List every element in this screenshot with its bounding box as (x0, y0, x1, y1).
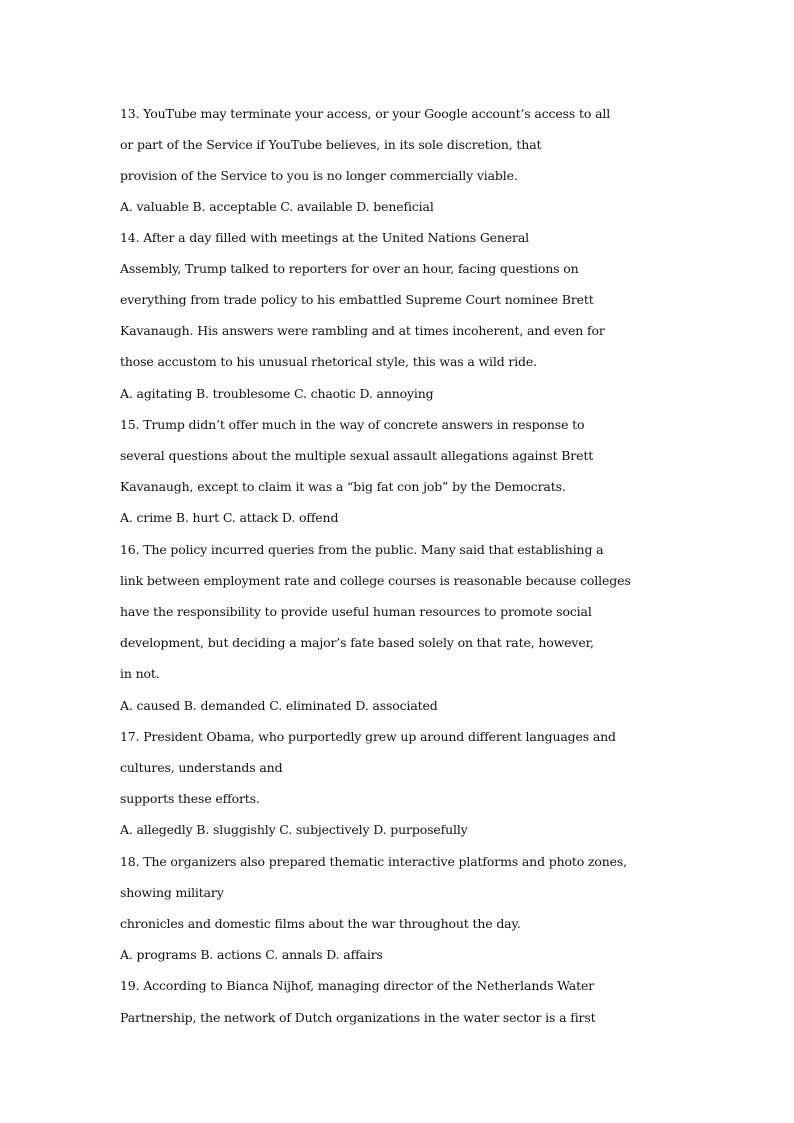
text-line: 19. According to Bianca Nijhof, managing director of the Netherlands Water (120, 978, 595, 993)
answer-options: A. allegedly B. sluggishly C. subjectively D. purposefully (120, 822, 468, 837)
text-line: link between employment rate and college courses is reasonable because colleges (120, 573, 631, 588)
text-line: or part of the Service if YouTube believes, in its sole discretion, that (120, 137, 542, 152)
text-line: have the responsibility to provide useful human resources to promote social (120, 604, 592, 619)
text-line: several questions about the multiple sexual assault allegations against Brett (120, 448, 594, 463)
text-line: development, but deciding a major’s fate based solely on that rate, however, (120, 635, 594, 650)
text-line: in not. (120, 666, 160, 681)
text-line: 13. YouTube may terminate your access, or your Google account’s access to all (120, 106, 611, 121)
text-line: chronicles and domestic films about the war throughout the day. (120, 916, 521, 931)
text-line: 17. President Obama, who purportedly grew up around different languages and (120, 729, 616, 744)
answer-options: A. programs B. actions C. annals D. affairs (120, 947, 383, 962)
text-line: 14. After a day filled with meetings at the United Nations General (120, 230, 530, 245)
text-line: Kavanaugh, except to claim it was a “big fat con job” by the Democrats. (120, 479, 566, 494)
text-line: those accustom to his unusual rhetorical style, this was a wild ride. (120, 354, 537, 369)
answer-options: A. crime B. hurt C. attack D. offend (120, 510, 339, 525)
answer-options: A. caused B. demanded C. eliminated D. associated (120, 698, 438, 713)
text-line: Kavanaugh. His answers were rambling and at times incoherent, and even for (120, 323, 605, 338)
text-line: supports these efforts. (120, 791, 260, 806)
answer-options: A. valuable B. acceptable C. available D. beneficial (120, 199, 434, 214)
text-line: showing military (120, 885, 224, 900)
answer-options: A. agitating B. troublesome C. chaotic D. annoying (120, 386, 434, 401)
text-line: Assembly, Trump talked to reporters for over an hour, facing questions on (120, 261, 579, 276)
text-line: 16. The policy incurred queries from the public. Many said that establishing a (120, 542, 604, 557)
text-line: 15. Trump didn’t offer much in the way of concrete answers in response to (120, 417, 585, 432)
text-line: everything from trade policy to his embattled Supreme Court nominee Brett (120, 292, 594, 307)
text-line: cultures, understands and (120, 760, 283, 775)
text-line: 18. The organizers also prepared thematic interactive platforms and photo zones, (120, 854, 627, 869)
text-line: provision of the Service to you is no longer commercially viable. (120, 168, 518, 183)
text-line: Partnership, the network of Dutch organizations in the water sector is a first (120, 1010, 596, 1025)
